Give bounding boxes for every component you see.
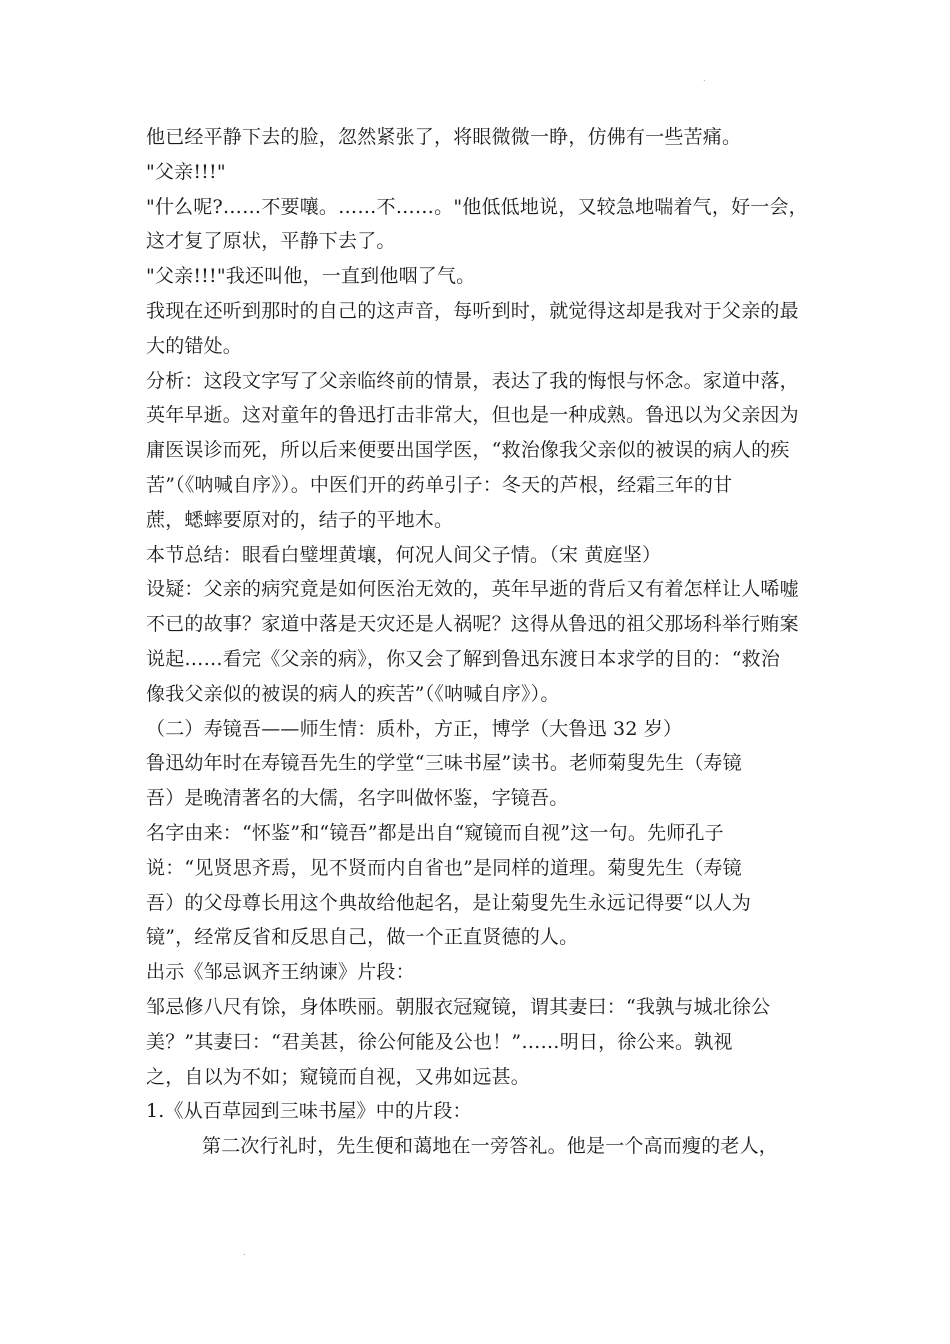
summary-line: 本节总结：眼看白璧埋黄壤，何况人间父子情。（宋 黄庭坚） (146, 543, 662, 566)
analysis-line: 苦”（《呐喊自序》）。中医们开的药单引子：冬天的芦根，经霜三年的甘 (146, 473, 733, 496)
text-line: "父亲!!!"我还叫他，一直到他咽了气。 (146, 265, 476, 288)
question-line: 说起……看完《父亲的病》，你又会了解到鲁迅东渡日本求学的目的：“救治 (146, 647, 781, 670)
text-line: 名字由来：“怀鉴”和“镜吾”都是出自“窥镜而自视”这一句。先师孔子 (146, 821, 724, 844)
quote-line: 美？”其妻曰：“君美甚，徐公何能及公也！”……明日，徐公来。孰视 (146, 1030, 733, 1053)
text-line: 大的错处。 (146, 334, 243, 357)
text-line: 1.《从百草园到三味书屋》中的片段： (146, 1100, 472, 1123)
text-line: 他已经平静下去的脸，忽然紧张了，将眼微微一睁，仿佛有一些苦痛。 (146, 126, 742, 148)
question-line: 设疑：父亲的病究竟是如何医治无效的，英年早逝的背后又有着怎样让人唏嘘 (146, 578, 799, 601)
section-heading: （二）寿镜吾——师生情：质朴，方正，博学（大鲁迅 32 岁） (146, 717, 683, 740)
analysis-line: 蔗，蟋蟀要原对的，结子的平地木。 (146, 508, 454, 531)
text-line: 我现在还听到那时的自己的这声音，每听到时，就觉得这却是我对于父亲的最 (146, 299, 799, 322)
page-bottom-mark: . (243, 1248, 246, 1257)
analysis-line: 分析：这段文字写了父亲临终前的情景，表达了我的悔恨与怀念。家道中落， (146, 369, 799, 392)
analysis-line: 庸医误诊而死，所以后来便要出国学医，“救治像我父亲似的被误的病人的疾 (146, 439, 790, 462)
analysis-line: 英年早逝。这对童年的鲁迅打击非常大，但也是一种成熟。鲁迅以为父亲因为 (146, 404, 799, 427)
question-line: 像我父亲似的被误的病人的疾苦”（《呐喊自序》）。 (146, 682, 560, 705)
text-line: 说：“见贤思齐焉，见不贤而内自省也”是同样的道理。菊叟先生（寿镜 (146, 856, 742, 879)
question-line: 不已的故事？家道中落是天灾还是人祸呢？这得从鲁迅的祖父那场科举行贿案 (146, 613, 799, 636)
text-line: 出示《邹忌讽齐王纳谏》片段： (146, 961, 415, 984)
text-line: 吾）是晚清著名的大儒，名字叫做怀鉴，字镜吾。 (146, 787, 569, 810)
text-line: 镜”，经常反省和反思自己，做一个正直贤德的人。 (146, 926, 579, 949)
quote-line: 邹忌修八尺有馀，身体昳丽。朝服衣冠窥镜，谓其妻曰：“我孰与城北徐公 (146, 995, 771, 1018)
text-line: 这才复了原状，平静下去了。 (146, 230, 396, 253)
text-line: 鲁迅幼年时在寿镜吾先生的学堂“三味书屋”读书。老师菊叟先生（寿镜 (146, 752, 742, 775)
quote-line: 之，自以为不如；窥镜而自视，又弗如远甚。 (146, 1065, 531, 1088)
quote-line: 第二次行礼时，先生便和蔼地在一旁答礼。他是一个高而瘦的老人， (202, 1135, 779, 1158)
text-line: "父亲!!!" (146, 160, 226, 183)
text-line: "什么呢?……不要嚷。……不……。"他低低地说，又较急地喘着气，好一会， (146, 195, 808, 218)
text-line: 吾）的父母尊长用这个典故给他起名，是让菊叟先生永远记得要“以人为 (146, 891, 752, 914)
document-body (146, 120, 814, 1164)
page-corner-mark: . (703, 74, 706, 83)
